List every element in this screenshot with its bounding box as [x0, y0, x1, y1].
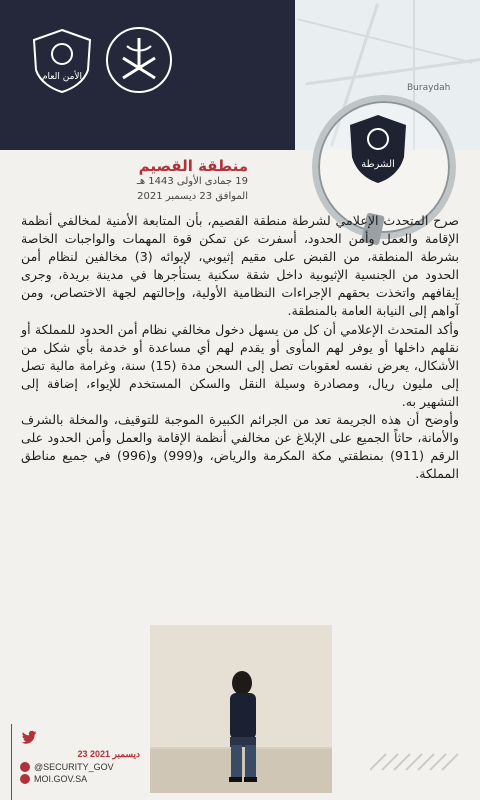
twitter-icon: [20, 728, 38, 746]
footer-date: 23 ديسمبر 2021: [77, 749, 140, 759]
paragraph: وأكد المتحدث الإعلامي أن كل من يسهل دخول مخالفي نظام أمن الحدود للمملكة أو نقلهم داخلها أو يوفر لهم المأوى أو يقدم لهم أي مساعدة أو خدمة بأي شكل من الأشكال، يعرض نفسه لعقوبات تصل إلى السجن مدة (15) سنة، وغرامة مالية تصل إلى مليون ريال، ومصادرة وسيلة النقل والسكن المستخدم للإيواء، إضافة إلى التشهير به.: [21, 321, 459, 409]
person-figure: [150, 625, 332, 793]
police-badge-icon: [318, 101, 438, 221]
public-security-logo: [28, 26, 96, 94]
region-title: منطقة القصيم: [138, 157, 248, 175]
map-city-label: Buraydah: [407, 83, 451, 93]
paragraph: صرح المتحدث الإعلامي لشرطة منطقة القصيم، بأن المتابعة الأمنية لمخالفي أنظمة الإقامة والعمل وأمن الحدود، أسفرت عن تمكن قوة المهمات والواجبات الخاصة بشرطة المنطقة، من القبض على مقيم إثيوبي، لإيوائه (3) مخالفين لنظام أمن الحدود من الجنسية الإثيوبية داخل شقة سكنية يستأجرها في مدينة بريدة، وجرى إيقافهم واتخذت بحقهم الإجراءات النظامية الأولية، وإحالتهم لجهة الاختصاص، ومن آواهم إلى النيابة العامة بالمنطقة.: [21, 213, 459, 319]
decorative-pattern: [370, 750, 458, 772]
saudi-emblem-icon: [105, 26, 173, 94]
twitter-handle[interactable]: @SECURITY_GOV: [34, 762, 114, 772]
website-link[interactable]: MOI.GOV.SA: [34, 774, 88, 784]
website-contact[interactable]: [20, 774, 140, 784]
globe-icon: [20, 774, 30, 784]
svg-text:الشرطة: الشرطة: [361, 159, 395, 170]
social-icon: [20, 762, 30, 772]
suspect-photo: [150, 625, 332, 793]
paragraph: وأوضح أن هذه الجريمة تعد من الجرائم الكبيرة الموجبة للتوقيف، والمخلة بالشرف والأمانة، حاثاً الجميع على الإبلاغ عن مخالفي أنظمة الإقامة والعمل وأمن الحدود على الرقم (911) بمنطقتي مكة المكرمة والرياض، و(999) و(996) في جميع مناطق المملكة.: [21, 412, 460, 482]
article-body: [21, 212, 459, 483]
twitter-contact[interactable]: [20, 762, 140, 772]
police-logo-label: الأمن العام: [41, 72, 83, 82]
gregorian-date: الموافق 23 ديسمبر 2021: [137, 191, 248, 202]
footer-contacts: [20, 749, 140, 786]
hijri-date: 19 جمادى الأولى 1443 هـ: [136, 176, 248, 187]
